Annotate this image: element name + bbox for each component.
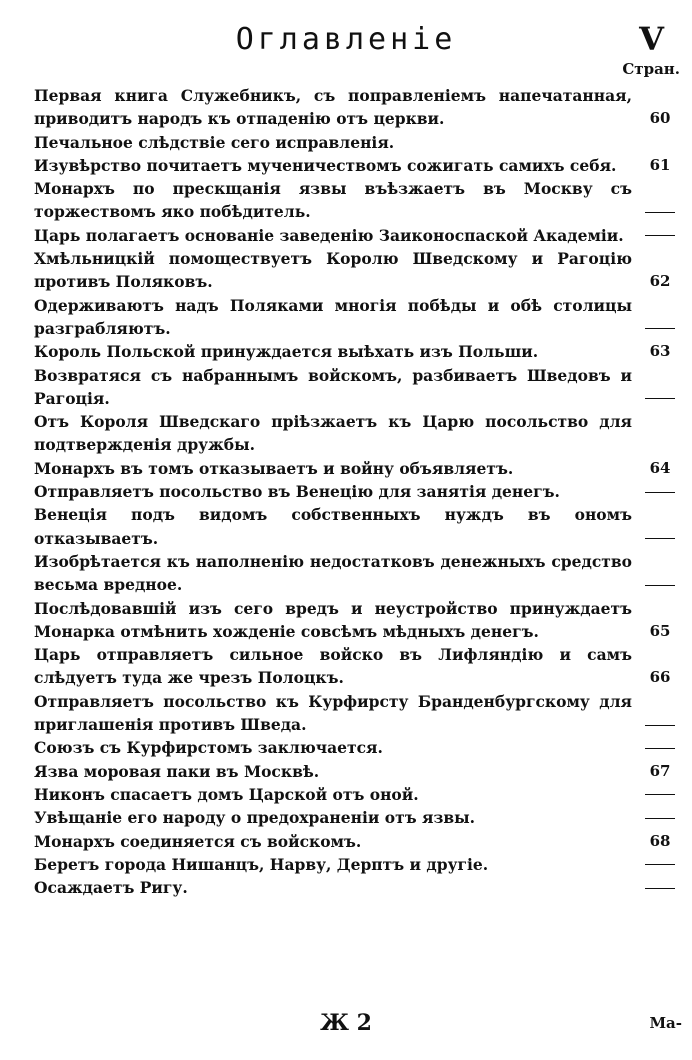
toc-entry bbox=[34, 340, 680, 363]
toc-entry-page bbox=[640, 853, 680, 876]
toc-entry bbox=[34, 876, 680, 899]
toc-entry-text: Первая книга Служебникъ, съ поправленіемъ напечатанная, приводитъ народъ къ отпаденію отъ церкви. bbox=[34, 86, 632, 129]
toc-entry-text: Царь полагаетъ основаніе заведенію Заиконоспаской Академіи. bbox=[34, 225, 624, 245]
toc-entry bbox=[34, 853, 680, 876]
toc-entry-text: Послѣдовавшій изъ сего вредъ и неустройство принуждаетъ Монарка отмѣнить хожденіе совсѣмъ мѣдныхъ денегъ. bbox=[34, 598, 632, 641]
toc-entry-page bbox=[640, 806, 680, 829]
toc-entry bbox=[34, 783, 680, 806]
toc-entry-page bbox=[640, 317, 680, 340]
toc-entry-text: Хмѣльницкій помоществуетъ Королю Шведскому и Рагоцію противъ Поляковъ. bbox=[34, 249, 632, 292]
toc-entry bbox=[34, 830, 680, 853]
toc-entry-text: Монархъ по прескщанія язвы въѣзжаетъ въ Москву съ торжествомъ яко побѣдитель. bbox=[34, 179, 632, 222]
toc-entry bbox=[34, 597, 680, 644]
toc-entry-text: Монархъ соединяется съ войскомъ. bbox=[34, 831, 362, 851]
page-column-header: Стран. bbox=[622, 60, 680, 78]
toc-entry-text: Печальное слѣдствіе сего исправленія. bbox=[34, 132, 395, 152]
toc-entry-page: 68 bbox=[649, 831, 671, 850]
toc-entry bbox=[34, 247, 680, 294]
toc-entry bbox=[34, 643, 680, 690]
toc-entry-page bbox=[640, 783, 680, 806]
toc-entry-text: Увѣщаніе его народу о предохраненіи отъ язвы. bbox=[34, 808, 476, 828]
toc-entry-page: 61 bbox=[649, 155, 671, 174]
toc-entry-text: Отъ Короля Шведскаго пріѣзжаетъ къ Царю посольство для подтвержденія дружбы. bbox=[34, 412, 632, 455]
toc-entry-page bbox=[640, 573, 680, 596]
toc-entry-text: Отправляетъ посольство къ Курфирсту Бранденбургскому для приглашенія противъ Шведа. bbox=[34, 691, 632, 735]
toc-entry-page bbox=[640, 713, 680, 736]
table-of-contents bbox=[34, 84, 680, 899]
toc-entry-page bbox=[640, 736, 680, 759]
printer-signature: Ж 2 bbox=[320, 1010, 372, 1036]
toc-entry-text: Монархъ въ томъ отказываетъ и войну объявляетъ. bbox=[34, 458, 514, 478]
toc-entry-page bbox=[640, 224, 680, 247]
toc-entry-text: Союзъ съ Курфирстомъ заключается. bbox=[34, 738, 383, 758]
toc-entry-page bbox=[640, 876, 680, 899]
toc-entry bbox=[34, 690, 680, 737]
toc-entry bbox=[34, 806, 680, 829]
toc-entry-page: 62 bbox=[649, 272, 671, 291]
toc-entry-page: 60 bbox=[649, 109, 671, 128]
toc-entry-text: Осаждаетъ Ригу. bbox=[34, 878, 188, 898]
toc-entry bbox=[34, 457, 680, 480]
toc-entry-text: Изобрѣтается къ наполненію недостатковъ денежныхъ средство весьма вредное. bbox=[34, 551, 632, 595]
toc-entry bbox=[34, 224, 680, 247]
toc-entry-text: Изувѣрство почитаетъ мученичествомъ сожигать самихъ себя. bbox=[34, 155, 617, 175]
toc-entry-text: Возвратяся съ набраннымъ войскомъ, разбиваетъ Шведовъ и Рагоція. bbox=[34, 365, 632, 408]
toc-entry bbox=[34, 294, 680, 341]
catchword: Ма- bbox=[649, 1014, 682, 1032]
toc-entry-page bbox=[640, 480, 680, 503]
toc-entry-page: 64 bbox=[649, 458, 671, 477]
toc-entry bbox=[34, 503, 680, 550]
toc-entry bbox=[34, 154, 680, 177]
toc-entry-text: Беретъ города Нишанцъ, Нарву, Дерптъ и другіе. bbox=[34, 854, 489, 874]
toc-entry bbox=[34, 760, 680, 783]
toc-entry bbox=[34, 736, 680, 759]
toc-entry-text: Отправляетъ посольство въ Венецію для занятія денегъ. bbox=[34, 482, 560, 502]
toc-entry bbox=[34, 480, 680, 503]
page-title: Оглавленіе bbox=[235, 22, 457, 57]
toc-entry-page: 66 bbox=[649, 668, 671, 687]
toc-entry-text: Никонъ спасаетъ домъ Царской отъ оной. bbox=[34, 784, 419, 804]
toc-entry-page bbox=[640, 527, 680, 550]
toc-entry-text: Король Польской принуждается выѣхать изъ Польши. bbox=[34, 342, 539, 362]
toc-entry-page: 63 bbox=[649, 342, 671, 361]
toc-entry bbox=[34, 550, 680, 597]
toc-entry-text: Одерживаютъ надъ Поляками многія побѣды и обѣ столицы разграбляютъ. bbox=[34, 295, 632, 338]
toc-entry-text: Язва моровая паки въ Москвѣ. bbox=[34, 761, 320, 781]
roman-page-numeral: V bbox=[639, 20, 664, 58]
toc-entry-page: 67 bbox=[649, 761, 671, 780]
toc-entry-page bbox=[640, 387, 680, 410]
toc-entry bbox=[34, 131, 680, 154]
toc-entry bbox=[34, 84, 680, 131]
toc-entry bbox=[34, 364, 680, 411]
toc-entry bbox=[34, 177, 680, 224]
toc-entry-page: 65 bbox=[649, 621, 671, 640]
toc-entry-page bbox=[640, 200, 680, 223]
toc-entry-text: Венеція подъ видомъ собственныхъ нуждъ въ ономъ отказываетъ. bbox=[34, 505, 632, 548]
toc-entry-text: Царь отправляетъ сильное войско въ Лифляндію и самъ слѣдуетъ туда же чрезъ Полоцкъ. bbox=[34, 645, 632, 688]
toc-entry bbox=[34, 410, 680, 457]
